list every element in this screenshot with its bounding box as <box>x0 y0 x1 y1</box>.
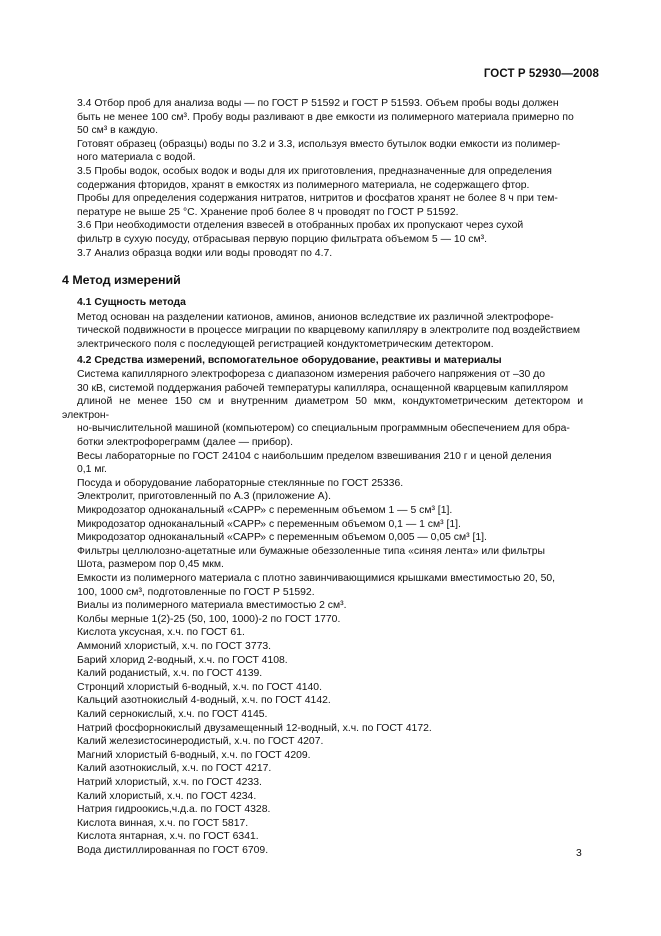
reagent-item: Калий сернокислый, х.ч. по ГОСТ 4145. <box>77 708 268 720</box>
equipment-item <box>62 450 583 477</box>
text-line: содержания фторидов, хранят в емкостях из полимерного материала, не содержащего фтор. <box>77 179 530 191</box>
text-line: Микродозатор одноканальный «САРР» с переменным объемом 0,005 — 0,05 см³ [1]. <box>77 532 487 544</box>
reagent-item: Натрия гидроокись,ч.д.а. по ГОСТ 4328. <box>77 804 271 816</box>
section-3-continuation <box>62 97 583 260</box>
paragraph <box>62 247 583 261</box>
text-line: тической подвижности в процессе миграции по кварцевому капилляру в электролите под воздействием <box>77 325 581 337</box>
reagent-item: Калий хлористый, х.ч. по ГОСТ 4234. <box>77 790 257 802</box>
text-line: длиной не менее 150 см и внутренним диаметром 50 мкм, кондуктометрическим детектором и электрон- <box>62 396 583 421</box>
equipment-item <box>62 545 583 572</box>
paragraph <box>62 138 583 165</box>
equipment-paragraphs <box>62 368 583 626</box>
text-line: фильтр в сухую посуду, отбрасывая первую порцию фильтрата объемом 5 — 10 см³. <box>77 233 487 245</box>
reagent-item: Натрий хлористый, х.ч. по ГОСТ 4233. <box>77 776 262 788</box>
text-line: Колбы мерные 1(2)-25 (50, 100, 1000)-2 по ГОСТ 1770. <box>77 613 341 625</box>
equipment-item <box>62 613 583 627</box>
text-line: 3.5 Пробы водок, особых водок и воды для их приготовления, предназначенные для определения <box>77 165 552 177</box>
reagent-item: Аммоний хлористый, х.ч. по ГОСТ 3773. <box>77 640 272 652</box>
section-4-heading: 4 Метод измерений <box>62 273 181 288</box>
text-line: Микродозатор одноканальный «САРР» с переменным объемом 0,1 — 1 см³ [1]. <box>77 518 461 530</box>
page-number: 3 <box>576 848 582 859</box>
text-line: 50 см³ в каждую. <box>77 125 158 137</box>
text-line: пературе не выше 25 °С. Хранение проб более 8 ч проводят по ГОСТ Р 51592. <box>77 206 459 218</box>
document-code: ГОСТ Р 52930—2008 <box>483 68 599 80</box>
equipment-item <box>62 368 583 450</box>
text-line: 3.7 Анализ образца водки или воды проводят по 4.7. <box>77 247 333 259</box>
equipment-item <box>62 531 583 545</box>
text-line: Весы лабораторные по ГОСТ 24104 с наибольшим пределом взвешивания 210 г и ценой деления <box>77 450 552 462</box>
equipment-item <box>62 518 583 532</box>
text-line: 3.4 Отбор проб для анализа воды — по ГОСТ Р 51592 и ГОСТ Р 51593. Объем пробы воды должен <box>77 98 559 109</box>
subsection-4-1-text <box>62 311 583 352</box>
subsection-4-1-heading: 4.1 Сущность метода <box>77 297 186 309</box>
text-line: Емкости из полимерного материала с плотно завинчивающимися крышками вместимостью 20, 50, <box>77 573 556 584</box>
reagent-item: Барий хлорид 2-водный, х.ч. по ГОСТ 4108. <box>77 654 288 666</box>
reagent-item: Магний хлористый 6-водный, х.ч. по ГОСТ 4209. <box>77 749 311 761</box>
text-line: Виалы из полимерного материала вместимостью 2 см³. <box>77 600 347 612</box>
subsection-4-2-heading: 4.2 Средства измерений, вспомогательное оборудование, реактивы и материалы <box>77 354 502 366</box>
text-line: ного материала с водой. <box>77 152 196 164</box>
text-line: Посуда и оборудование лабораторные стеклянные по ГОСТ 25336. <box>77 477 404 489</box>
reagent-item: Калий роданистый, х.ч. по ГОСТ 4139. <box>77 668 263 680</box>
reagent-list <box>62 626 583 857</box>
text-line: 100, 1000 см³, подготовленные по ГОСТ Р 51592. <box>77 586 315 598</box>
text-line: 30 кВ, системой поддержания рабочей температуры капилляра, оснащенной кварцевым капилляром <box>77 382 569 394</box>
text-line: Готовят образец (образцы) воды по 3.2 и 3.3, используя вместо бутылок водки емкости из полимер- <box>77 138 561 150</box>
paragraph <box>62 165 583 192</box>
text-line: Электролит, приготовленный по А.3 (приложение А). <box>77 491 331 503</box>
equipment-item <box>62 572 583 599</box>
equipment-item <box>62 477 583 491</box>
reagent-item: Калий железистосинеродистый, х.ч. по ГОСТ 4207. <box>77 736 324 748</box>
equipment-item <box>62 504 583 518</box>
text-line: быть не менее 100 см³. Пробу воды разливают в две емкости из полимерного материала примерно по <box>77 111 574 123</box>
paragraph <box>62 97 583 138</box>
text-line: но-вычислительной машиной (компьютером) со специальным программным обеспечением для обра- <box>77 423 570 435</box>
text-line: Микродозатор одноканальный «САРР» с переменным объемом 1 — 5 см³ [1]. <box>77 505 453 517</box>
reagent-item: Стронций хлористый 6-водный, х.ч. по ГОСТ 4140. <box>77 681 322 693</box>
paragraph <box>62 219 583 246</box>
text-line: Пробы для определения содержания нитратов, нитритов и фосфатов хранят не более 8 ч при тем- <box>77 193 558 205</box>
paragraph <box>62 192 583 219</box>
reagent-item: Кальций азотнокислый 4-водный, х.ч. по ГОСТ 4142. <box>77 695 331 707</box>
text-line: электрического поля с последующей регистрацией кондуктометрическим детектором. <box>77 338 494 350</box>
reagent-item: Кислота янтарная, х.ч. по ГОСТ 6341. <box>77 831 259 843</box>
page-content <box>62 97 583 857</box>
reagent-item: Кислота уксусная, х.ч. по ГОСТ 61. <box>77 627 245 639</box>
text-line: Система капиллярного электрофореза с диапазоном измерения рабочего напряжения от –30 до <box>77 369 546 381</box>
text-line: Метод основан на разделении катионов, аминов, анионов вследствие их различной электрофоре- <box>77 311 554 323</box>
equipment-item <box>62 599 583 613</box>
text-line: Шота, размером пор 0,45 мкм. <box>77 559 224 571</box>
text-line: 3.6 При необходимости отделения взвесей в отобранных пробах их пропускают через сухой <box>77 220 524 232</box>
reagent-item: Вода дистиллированная по ГОСТ 6709. <box>77 844 269 856</box>
reagent-item: Калий азотнокислый, х.ч. по ГОСТ 4217. <box>77 763 272 775</box>
equipment-item <box>62 490 583 504</box>
reagent-item: Кислота винная, х.ч. по ГОСТ 5817. <box>77 817 249 829</box>
reagent-item: Натрий фосфорнокислый двузамещенный 12-водный, х.ч. по ГОСТ 4172. <box>77 722 432 734</box>
text-line: Фильтры целлюлозно-ацетатные или бумажные обеззоленные типа «синяя лента» или фильтры <box>77 545 545 557</box>
text-line: ботки электрофореграмм (далее — прибор). <box>77 437 293 449</box>
text-line: 0,1 мг. <box>77 464 107 476</box>
